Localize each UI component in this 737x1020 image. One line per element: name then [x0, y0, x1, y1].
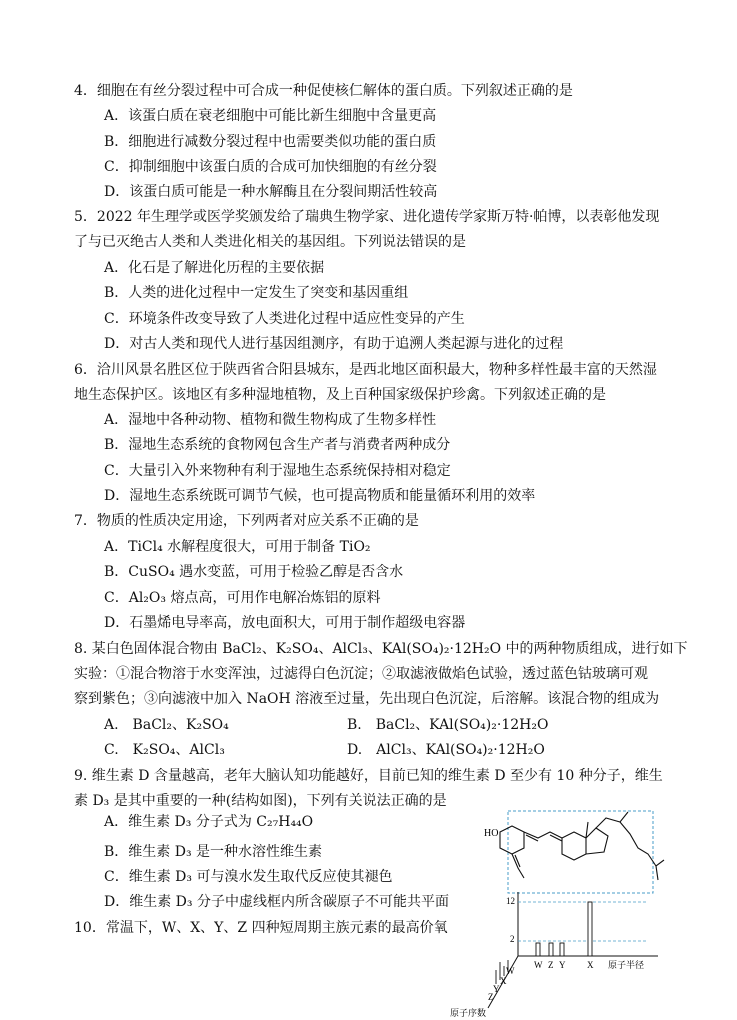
q7-option-c: C．Al₂O₃ 熔点高，可用作电解冶炼铝的原料	[104, 590, 381, 606]
q6-option-c: C．大量引入外来物种有利于湿地生态系统保持相对稳定	[104, 463, 451, 479]
y-tick-2: 2	[510, 934, 515, 944]
chart-guides	[518, 902, 648, 941]
q8-stem-line1: 8. 某白色固体混合物由 BaCl₂、K₂SO₄、AlCl₃、KAl(SO₄)₂·12H₂O 中的两种物质组成，进行如下	[74, 641, 688, 657]
x-axis-label: 原子半径	[608, 960, 645, 970]
chart-axes	[488, 892, 658, 1008]
q9-option-a: A．维生素 D₃ 分子式为 C₂₇H₄₄O	[104, 814, 314, 830]
q4-option-b: B．细胞进行减数分裂过程中也需要类似功能的蛋白质	[104, 134, 437, 150]
depth-label-w: W	[506, 966, 515, 976]
q4-option-c: C．抑制细胞中该蛋白质的合成可加快细胞的有丝分裂	[104, 159, 437, 175]
x-label-x: X	[587, 960, 594, 970]
q8-option-b: B. BaCl₂、KAl(SO₄)₂·12H₂O	[347, 717, 549, 733]
q5-stem-line1: 5．2022 年生理学或医学奖颁发给了瑞典生物学家、进化遗传学家斯万特·帕博，以表彰他发现	[74, 209, 660, 225]
q6-option-b: B．湿地生态系统的食物网包含生产者与消费者两种成分	[104, 437, 451, 453]
x-label-w: W	[534, 960, 543, 970]
q5-stem-line2: 了与已灭绝古人类和人类进化相关的基因组。下列说法错误的是	[74, 234, 466, 250]
q5-option-c: C．环境条件改变导致了人类进化过程中适应性变异的产生	[104, 311, 465, 327]
q7-option-a: A．TiCl₄ 水解程度很大，可用于制备 TiO₂	[104, 539, 371, 555]
q4-option-a: A．该蛋白质在衰老细胞中可能比新生细胞中含量更高	[104, 108, 437, 124]
depth-axis-label: 原子序数	[450, 1008, 487, 1018]
q6-option-d: D．湿地生态系统既可调节气候，也可提高物质和能量循环利用的效率	[104, 488, 536, 504]
q10-stem: 10．常温下，W、X、Y、Z 四种短周期主族元素的最高价氧	[74, 920, 448, 936]
q7-stem: 7．物质的性质决定用途，下列两者对应关系不正确的是	[74, 513, 419, 529]
q8-option-a: A. BaCl₂、K₂SO₄	[104, 717, 229, 733]
y-tick-12: 12	[506, 896, 515, 906]
q6-stem-line2: 地生态保护区。该地区有多种湿地植物，及上百种国家级保护珍禽。下列叙述正确的是	[74, 387, 606, 403]
q5-option-b: B．人类的进化过程中一定发生了突变和基因重组	[104, 285, 409, 301]
dashed-box	[508, 811, 653, 893]
q5-option-a: A．化石是了解进化历程的主要依据	[104, 260, 325, 276]
bar-y	[560, 943, 564, 956]
bar-x	[588, 902, 592, 956]
q7-option-d: D．石墨烯电导率高，放电面积大，可用于制作超级电容器	[104, 615, 466, 631]
chart-bars	[536, 902, 592, 956]
depth-label-x: X	[500, 976, 507, 986]
q9-option-d: D．维生素 D₃ 分子中虚线框内所含碳原子不可能共平面	[104, 894, 449, 910]
q9-stem-line2: 素 D₃ 是其中重要的一种(结构如图)，下列有关说法正确的是	[74, 793, 447, 809]
q4-stem: 4．细胞在有丝分裂过程中可合成一种促使核仁解体的蛋白质。下列叙述正确的是	[74, 83, 573, 99]
molecule-bonds	[500, 812, 664, 880]
q8-stem-line2: 实验：①混合物溶于水变浑浊，过滤得白色沉淀；②取滤液做焰色试验，透过蓝色钴玻璃可观	[74, 666, 648, 682]
q6-stem-line1: 6．洽川风景名胜区位于陕西省合阳县城东，是西北地区面积最大，物种多样性最丰富的天然湿	[74, 362, 657, 378]
bar-z	[549, 943, 553, 956]
q8-option-d: D. AlCl₃、KAl(SO₄)₂·12H₂O	[347, 742, 545, 758]
q9-option-b: B．维生素 D₃ 是一种水溶性维生素	[104, 844, 323, 860]
q9-stem-line1: 9. 维生素 D 含量越高，老年大脑认知功能越好，目前已知的维生素 D 至少有 10 种分子，维生	[74, 768, 663, 784]
element-chart-figure	[448, 888, 678, 1020]
q9-option-c: C．维生素 D₃ 可与溴水发生取代反应使其褪色	[104, 869, 393, 885]
depth-label-y: Y	[493, 984, 500, 994]
q4-option-d: D．该蛋白质可能是一种水解酶且在分裂间期活性较高	[104, 184, 438, 200]
depth-label-z: Z	[488, 992, 494, 1002]
ho-label: HO	[484, 828, 499, 839]
x-label-y: Y	[559, 960, 566, 970]
q5-option-d: D．对古人类和现代人进行基因组测序，有助于追溯人类起源与进化的过程	[104, 336, 564, 352]
q7-option-b: B．CuSO₄ 遇水变蓝，可用于检验乙醇是否含水	[104, 564, 404, 580]
x-label-z: Z	[548, 960, 554, 970]
q6-option-a: A．湿地中各种动物、植物和微生物构成了生物多样性	[104, 412, 437, 428]
q8-option-c: C. K₂SO₄、AlCl₃	[104, 742, 225, 758]
q8-stem-line3: 察到紫色；③向滤液中加入 NaOH 溶液至过量，先出现白色沉淀，后溶解。该混合物的组成为	[74, 691, 660, 707]
bar-w	[536, 943, 540, 956]
